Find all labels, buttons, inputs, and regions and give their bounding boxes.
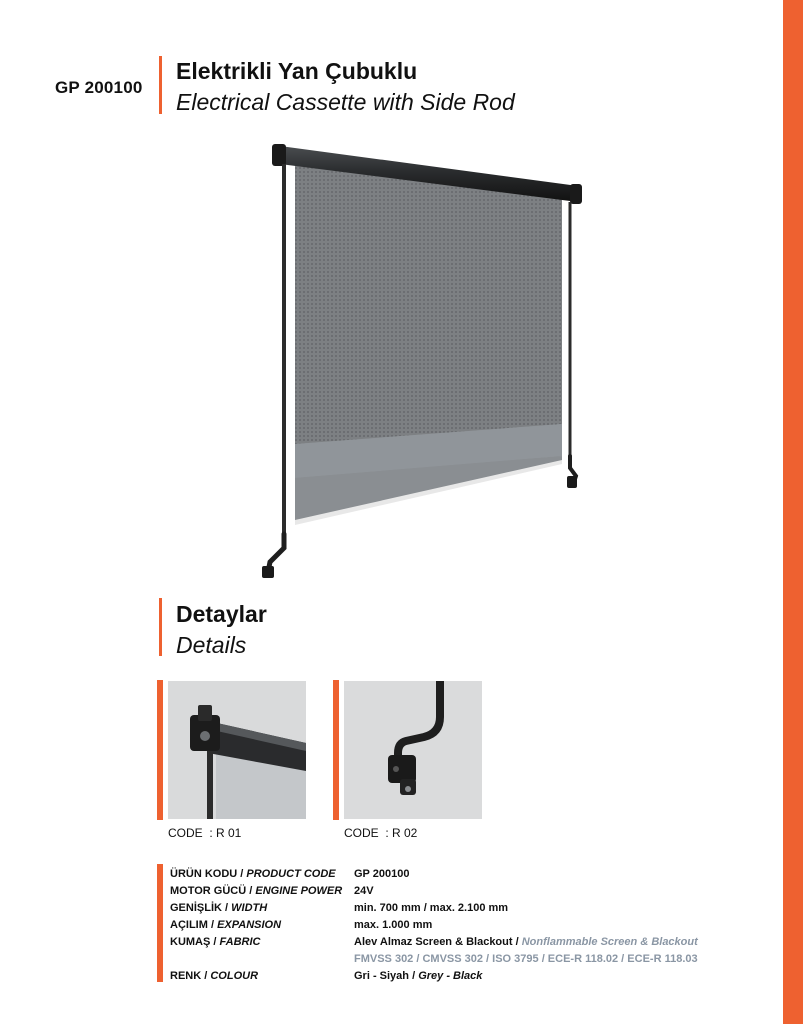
product-code: GP 200100 (55, 78, 143, 97)
specs-accent-line (157, 864, 163, 982)
detail-code-label: CODE (168, 826, 203, 840)
detail-code-value: : R 02 (385, 826, 418, 840)
detail-code-r01 (168, 826, 241, 840)
spec-label-colour: RENK / COLOUR (170, 970, 259, 982)
spec-label-engine-power: MOTOR GÜCÜ / ENGINE POWER (170, 885, 343, 897)
orange-side-bar (783, 0, 803, 1024)
spec-label-width: GENİŞLİK / WIDTH (170, 902, 268, 914)
detail-image-r01 (168, 681, 306, 819)
spec-label-product-code: ÜRÜN KODU / PRODUCT CODE (170, 868, 336, 880)
spec-label-fabric: KUMAŞ / FABRIC (170, 936, 261, 948)
product-title-en: Electrical Cassette with Side Rod (176, 89, 515, 115)
detail-code-r02 (344, 826, 417, 840)
spec-value-colour: Gri - Siyah / Grey - Black (354, 970, 483, 982)
spec-value-product-code: GP 200100 (354, 868, 410, 880)
spec-label-expansion: AÇILIM / EXPANSION (170, 919, 282, 931)
detail-accent-line-r01 (157, 680, 163, 820)
product-title-tr: Elektrikli Yan Çubuklu (176, 58, 418, 84)
spec-value-fabric-standards: FMVSS 302 / CMVSS 302 / ISO 3795 / ECE-R 118.02 / ECE-R 118.03 (354, 953, 698, 965)
spec-value-engine-power: 24V (354, 885, 374, 897)
detail-image-r02 (344, 681, 482, 819)
details-heading-tr: Detaylar (176, 601, 267, 627)
details-accent-line (159, 598, 162, 656)
detail-accent-line-r02 (333, 680, 339, 820)
spec-value-expansion: max. 1.000 mm (354, 919, 433, 931)
spec-value-fabric: Alev Almaz Screen & Blackout / Nonflammable Screen & Blackout (354, 936, 698, 948)
detail-code-label: CODE (344, 826, 379, 840)
details-heading-en: Details (176, 632, 247, 658)
spec-value-width: min. 700 mm / max. 2.100 mm (354, 902, 509, 914)
detail-code-value: : R 01 (209, 826, 242, 840)
product-image (250, 138, 595, 588)
title-accent-line (159, 56, 162, 114)
